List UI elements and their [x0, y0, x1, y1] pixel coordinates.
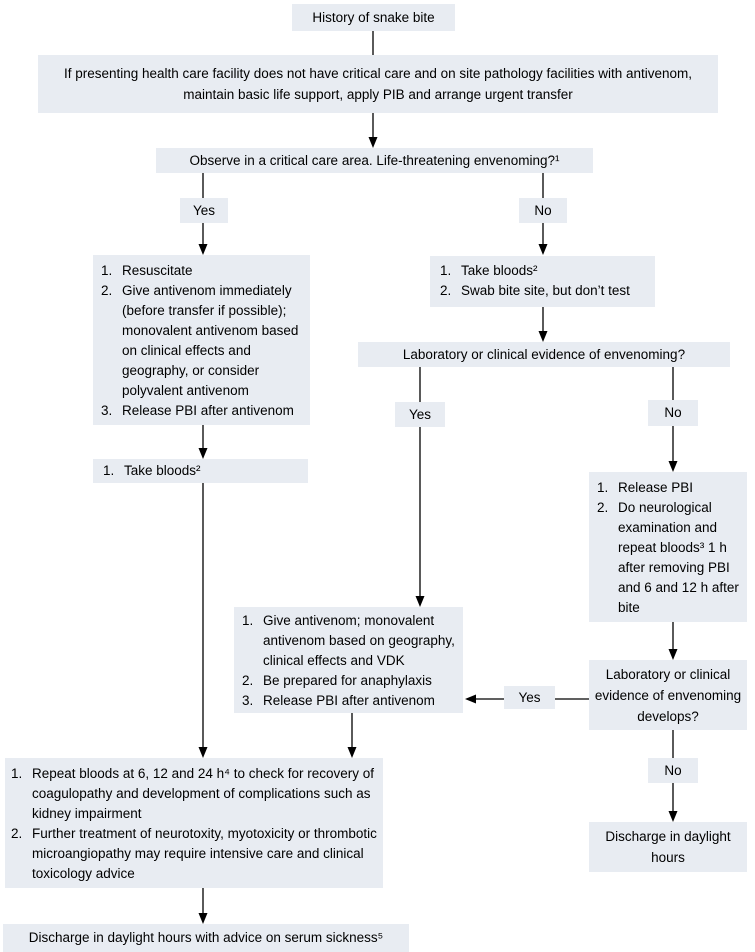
node-give-antivenom-vdk: [234, 607, 463, 713]
list-item: 1. Give antivenom; monovalent antivenom based on geography, clinical effects and VDK: [242, 613, 455, 668]
list-item: 1. Take bloods²: [440, 263, 538, 278]
arrowhead-discharge-right: [669, 811, 678, 822]
arrowhead-give-antivenom: [416, 596, 425, 607]
arrowhead-repeat-left: [199, 747, 208, 758]
arrowhead-lab-evidence: [539, 331, 548, 342]
list-item: 1. Resuscitate: [101, 263, 193, 278]
list-item: 2. Further treatment of neurotoxity, myotoxicity or thrombotic microangiopathy may require intensive care and clinical toxicology advice: [11, 826, 377, 881]
list-item: 1. Repeat bloods at 6, 12 and 24 h⁴ to check for recovery of coagulopathy and development of complications such as kidney impairment: [11, 766, 375, 821]
list-item: 2. Swab bite site, but don’t test: [440, 283, 630, 298]
label-yes-develops: Yes: [504, 686, 555, 709]
arrowhead-take-bloods: [199, 448, 208, 459]
list-item: 1. Release PBI: [597, 480, 694, 495]
node-history-of-snake-bite: History of snake bite: [292, 4, 455, 31]
node-resuscitate-antivenom: [93, 255, 310, 425]
arrowhead-resuscitate: [199, 244, 208, 255]
node-lab-evidence-question: Laboratory or clinical evidence of envenoming?: [358, 342, 730, 367]
node-discharge-serum-sickness: Discharge in daylight hours with advice on serum sickness⁵: [3, 924, 409, 952]
list-item: 2. Give antivenom immediately (before transfer if possible); monovalent antivenom based on clinical effects and geography, or consider polyvalent antivenom: [101, 283, 299, 398]
arrowhead-repeat-mid: [348, 747, 357, 758]
label-no-develops: No: [648, 758, 698, 783]
label-yes-life-threatening: Yes: [180, 198, 228, 223]
node-observe-critical-care: Observe in a critical care area. Life-threatening envenoming?¹: [156, 148, 593, 173]
node-discharge-daylight: Discharge in daylight hours: [589, 822, 747, 872]
arrowhead-release-pbi: [669, 461, 678, 472]
node-repeat-bloods-followup: [5, 758, 383, 888]
arrowhead-bloods-swab: [539, 244, 548, 255]
label-yes-lab-evidence: Yes: [395, 402, 445, 427]
label-no-life-threatening: No: [519, 198, 567, 223]
list-item: 2. Be prepared for anaphylaxis: [242, 673, 432, 688]
list-item: 1. Take bloods²: [103, 463, 201, 478]
node-envenoming-develops-question: Laboratory or clinical evidence of envenoming develops?: [589, 660, 747, 730]
node-transfer-instructions: If presenting health care facility does not have critical care and on site pathology facilities with antivenom, maintain basic life support, apply PIB and arrange urgent transfer: [38, 55, 718, 113]
list-item: 2. Do neurological examination and repeat bloods³ 1 h after removing PBI and 6 and 12 h after bite: [597, 500, 739, 615]
arrowhead-discharge-final: [199, 913, 208, 924]
arrowhead-yes-left: [465, 695, 476, 704]
list-item: 3. Release PBI after antivenom: [101, 403, 294, 418]
node-take-bloods-swab: [430, 256, 655, 307]
arrowhead-lab-develops: [669, 649, 678, 660]
arrowhead-observe: [369, 137, 378, 148]
list-item: 3. Release PBI after antivenom: [242, 693, 435, 708]
node-release-pbi-neuro-exam: [589, 472, 747, 622]
label-no-lab-evidence: No: [648, 400, 698, 426]
node-take-bloods: [93, 459, 308, 483]
